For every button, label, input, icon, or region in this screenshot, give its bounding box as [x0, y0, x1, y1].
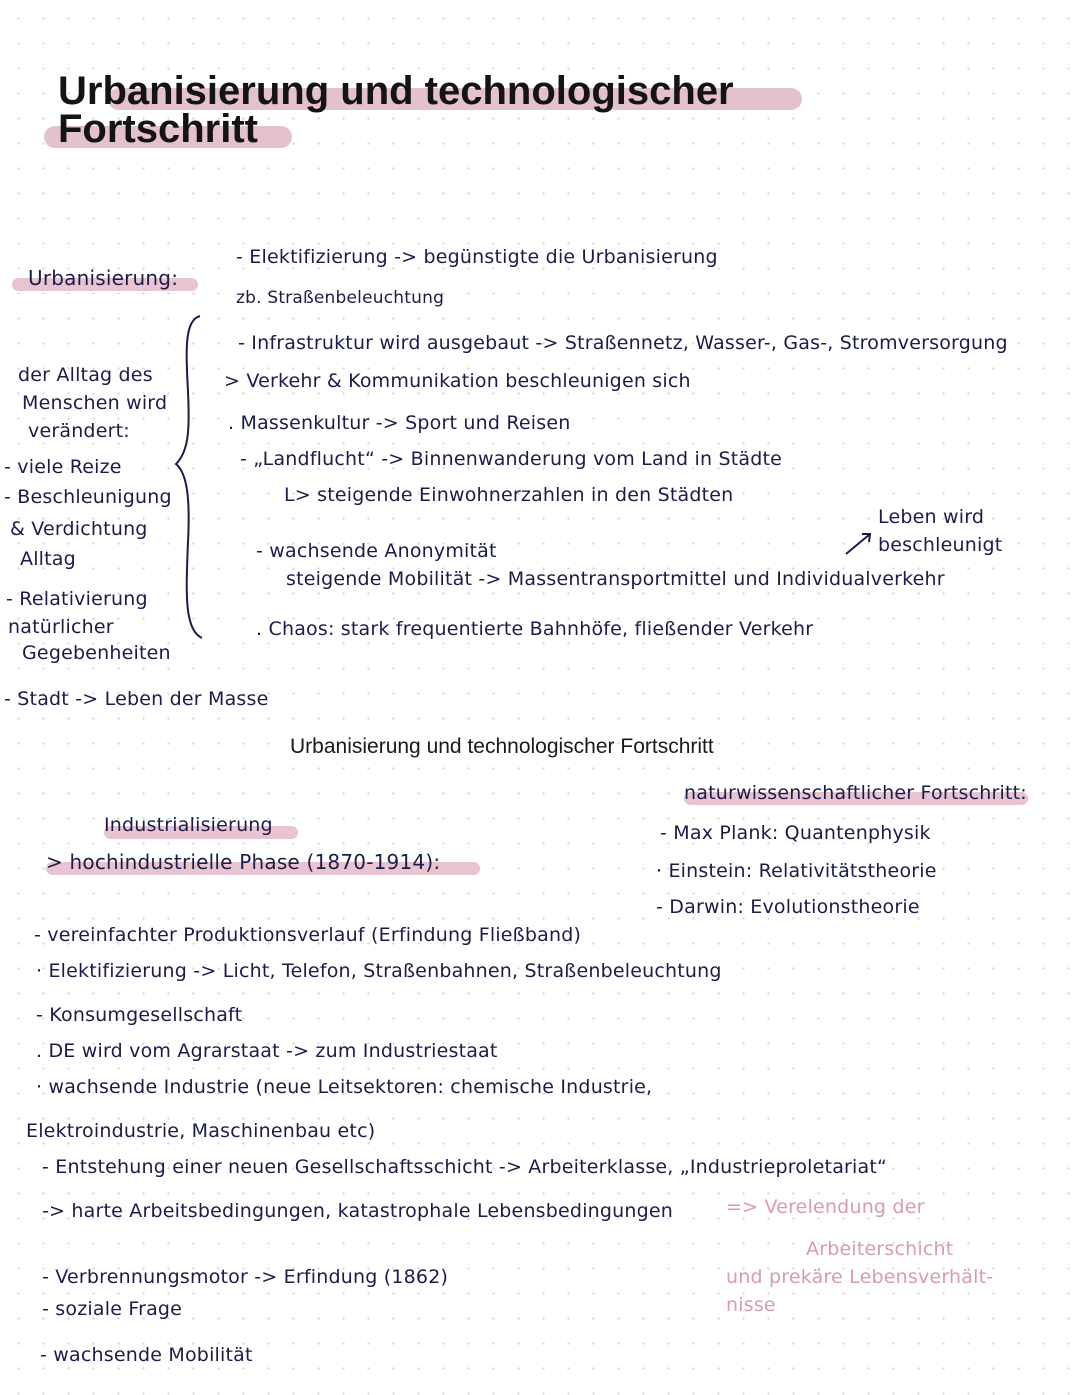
urbanisierung-point: - wachsende Anonymität: [256, 540, 497, 562]
urbanisierung-point: > Verkehr & Kommunikation beschleunigen sich: [224, 370, 691, 392]
left-note: Menschen wird: [22, 392, 168, 414]
urbanisierung-point: . Massenkultur -> Sport und Reisen: [228, 412, 571, 434]
phase-heading: > hochindustrielle Phase (1870-1914):: [46, 850, 441, 874]
industrialisierung-point: · Elektifizierung -> Licht, Telefon, Straßenbahnen, Straßenbeleuchtung: [36, 960, 722, 982]
industrialisierung-point: Elektroindustrie, Maschinenbau etc): [26, 1120, 376, 1142]
title-line-2: Fortschritt: [58, 107, 258, 151]
urbanisierung-point: steigende Mobilität -> Massentransportmittel und Individualverkehr: [286, 568, 945, 590]
industrialisierung-point: -> harte Arbeitsbedingungen, katastrophale Lebensbedingungen: [42, 1200, 674, 1222]
left-note: & Verdichtung: [10, 518, 148, 540]
naturwissenschaft-point: · Einstein: Relativitätstheorie: [656, 860, 937, 882]
naturwissenschaft-point: - Darwin: Evolutionstheorie: [656, 896, 920, 918]
industrialisierung-point: - Verbrennungsmotor -> Erfindung (1862): [42, 1266, 449, 1288]
industrialisierung-heading: Industrialisierung: [104, 814, 273, 836]
naturwissenschaft-point: - Max Plank: Quantenphysik: [660, 822, 931, 844]
naturwissenschaft-heading: naturwissenschaftlicher Fortschritt:: [684, 782, 1027, 804]
industrialisierung-point: - soziale Frage: [42, 1298, 183, 1320]
industrialisierung-point: - Entstehung einer neuen Gesellschaftsschicht -> Arbeiterklasse, „Industrieproletariat“: [42, 1156, 888, 1178]
left-note: verändert:: [28, 420, 130, 442]
curly-brace: [170, 312, 210, 642]
pink-note: nisse: [726, 1294, 776, 1316]
urbanisierung-point: - Infrastruktur wird ausgebaut -> Straßennetz, Wasser-, Gas-, Stromversorgung: [238, 332, 1008, 354]
left-note: natürlicher: [8, 616, 114, 638]
left-note: Gegebenheiten: [22, 642, 171, 664]
pink-note: und prekäre Lebensverhält-: [726, 1266, 994, 1288]
subtitle: Urbanisierung und technologischer Fortschritt: [290, 735, 714, 758]
page-title: [58, 69, 858, 151]
left-note: - viele Reize: [4, 456, 122, 478]
industrialisierung-point: - wachsende Mobilität: [40, 1344, 253, 1366]
stadt-note: - Stadt -> Leben der Masse: [4, 688, 269, 710]
industrialisierung-point: - vereinfachter Produktionsverlauf (Erfindung Fließband): [34, 924, 582, 946]
urbanisierung-point: - „Landflucht“ -> Binnenwanderung vom Land in Städte: [240, 448, 783, 470]
left-note: - Beschleunigung: [4, 486, 172, 508]
left-note: - Relativierung: [6, 588, 148, 610]
pink-note: Arbeiterschicht: [806, 1238, 954, 1260]
side-note: beschleunigt: [878, 534, 1003, 556]
industrialisierung-point: . DE wird vom Agrarstaat -> zum Industriestaat: [36, 1040, 498, 1062]
pink-note: => Verelendung der: [726, 1196, 925, 1218]
title-line-1: Urbanisierung und technologischer: [58, 69, 734, 113]
side-note: Leben wird: [878, 506, 985, 528]
left-note: Alltag: [20, 548, 76, 570]
urbanisierung-heading: Urbanisierung:: [28, 266, 179, 290]
left-note: der Alltag des: [18, 364, 153, 386]
industrialisierung-point: - Konsumgesellschaft: [36, 1004, 243, 1026]
urbanisierung-point: - Elektifizierung -> begünstigte die Urbanisierung: [236, 246, 718, 268]
industrialisierung-point: · wachsende Industrie (neue Leitsektoren: chemische Industrie,: [36, 1076, 653, 1098]
arrow-icon: [842, 528, 876, 558]
urbanisierung-point: zb. Straßenbeleuchtung: [236, 288, 445, 308]
urbanisierung-point: L> steigende Einwohnerzahlen in den Städten: [284, 484, 734, 506]
urbanisierung-point: . Chaos: stark frequentierte Bahnhöfe, fließender Verkehr: [256, 618, 814, 640]
